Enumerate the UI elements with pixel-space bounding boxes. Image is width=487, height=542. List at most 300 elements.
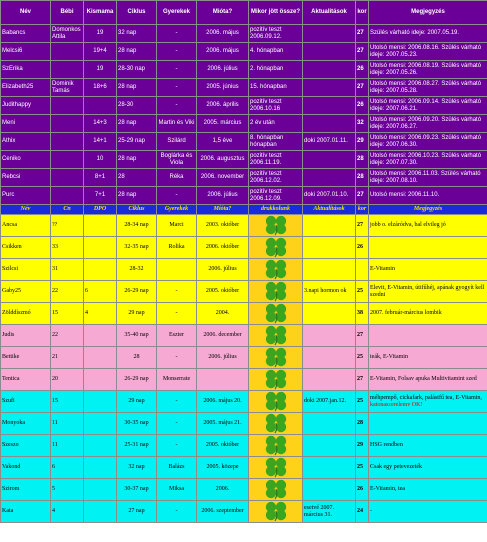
cell-megj: Utolsó mensi: 2006.09.20. Szülés várható ideje: 2007.06.27. bbox=[369, 115, 487, 133]
cell-nev: Szufi bbox=[1, 391, 51, 413]
cell-ciklus: 28-30 bbox=[117, 97, 157, 115]
top-header-cell: Ciklus bbox=[117, 1, 157, 25]
four-leaf-clover-icon bbox=[261, 391, 291, 412]
cell-gyerekek: Marci bbox=[157, 215, 197, 237]
cell-nev: Tentica bbox=[1, 369, 51, 391]
cell-gyerekek: Eszter bbox=[157, 325, 197, 347]
cell-aktual bbox=[303, 43, 356, 61]
note-highlight: katonaszerelemv OK! bbox=[370, 401, 423, 408]
bottom-header-cell: Név bbox=[1, 205, 51, 215]
drukkolunk-cell bbox=[249, 457, 303, 479]
cell-ciklus: 35-40 nap bbox=[117, 325, 157, 347]
cell-nev: Purc bbox=[1, 187, 51, 205]
bottom-header-cell: DPO bbox=[84, 205, 117, 215]
top-header-cell: Név bbox=[1, 1, 51, 25]
cell-miota: 2006. szeptember bbox=[197, 501, 249, 523]
cell-nev: Bettike bbox=[1, 347, 51, 369]
cell-miota: 2006. bbox=[197, 479, 249, 501]
pregnancy-row bbox=[1, 79, 487, 97]
cell-cn: 20 bbox=[51, 369, 84, 391]
cell-miota: 2005. október bbox=[197, 435, 249, 457]
ttc-row bbox=[1, 435, 487, 457]
four-leaf-clover-icon bbox=[261, 369, 291, 390]
cell-megj bbox=[369, 479, 487, 501]
top-header-cell: Kismama bbox=[84, 1, 117, 25]
cell-miota: 2003. október bbox=[197, 215, 249, 237]
cell-megj: Utolsó mensi: 2006.08.27. Szülés várható ideje: 2007.05.28. bbox=[369, 79, 487, 97]
cell-nev: Szeszo bbox=[1, 435, 51, 457]
note-text: E-Vitamin bbox=[370, 266, 395, 273]
note-text: 2007. február-március lombik bbox=[370, 310, 442, 317]
cell-nev: Athix bbox=[1, 133, 51, 151]
cell-cn: 15 bbox=[51, 303, 84, 325]
pregnancy-row bbox=[1, 115, 487, 133]
cell-aktual bbox=[303, 369, 356, 391]
bottom-header-cell: Cn bbox=[51, 205, 84, 215]
pregnancy-row bbox=[1, 25, 487, 43]
cell-kor: 25 bbox=[356, 457, 369, 479]
cell-ciklus: 25-29 nap bbox=[117, 133, 157, 151]
cell-kor: 28 bbox=[356, 413, 369, 435]
top-header-cell: Gyerekek bbox=[157, 1, 197, 25]
cell-mikor: pozitív teszt 2006.09.12. bbox=[249, 25, 303, 43]
cell-megj: Utolsó mensi: 2006.08.19. Szülés várható ideje: 2007.05.26. bbox=[369, 61, 487, 79]
cell-miota: 2006. december bbox=[197, 325, 249, 347]
drukkolunk-cell bbox=[249, 435, 303, 457]
cell-kor: 27 bbox=[356, 43, 369, 61]
cell-miota bbox=[197, 369, 249, 391]
drukkolunk-cell bbox=[249, 325, 303, 347]
cell-bebi: Dominik Tamás bbox=[51, 79, 84, 97]
drukkolunk-cell bbox=[249, 501, 303, 523]
drukkolunk-cell bbox=[249, 391, 303, 413]
cell-cn: 22 bbox=[51, 281, 84, 303]
cell-nev: Vakond bbox=[1, 457, 51, 479]
cell-ciklus: 32-35 nap bbox=[117, 237, 157, 259]
cell-bebi bbox=[51, 61, 84, 79]
cell-kor: 26 bbox=[356, 237, 369, 259]
note-text: jobb o. elzáródva, bal elvileg jó bbox=[370, 222, 446, 229]
note-text: Csak egy petevezeték bbox=[370, 464, 422, 471]
top-header-cell: Aktualitások bbox=[303, 1, 356, 25]
cell-ciklus: 28 nap bbox=[117, 115, 157, 133]
cell-nev: Meni bbox=[1, 115, 51, 133]
ttc-row bbox=[1, 237, 487, 259]
ttc-row bbox=[1, 347, 487, 369]
cell-nev: Rebcsi bbox=[1, 169, 51, 187]
cell-gyerekek: - bbox=[157, 43, 197, 61]
cell-megj bbox=[369, 391, 487, 413]
top-header-cell: Mikor jött össze? bbox=[249, 1, 303, 25]
cell-nev: Ancsa bbox=[1, 215, 51, 237]
cell-gyerekek: Miksa bbox=[157, 479, 197, 501]
cell-megj bbox=[369, 457, 487, 479]
cell-gyerekek bbox=[157, 259, 197, 281]
cell-megj bbox=[369, 215, 487, 237]
drukkolunk-cell bbox=[249, 259, 303, 281]
cell-mikor: 4. hónapban bbox=[249, 43, 303, 61]
cell-kor: 27 bbox=[356, 79, 369, 97]
cell-kismama: 10 bbox=[84, 151, 117, 169]
cell-cn: 33 bbox=[51, 237, 84, 259]
cell-mikor: pozitív teszt 2006.10.16 bbox=[249, 97, 303, 115]
cell-miota: 2006. október bbox=[197, 237, 249, 259]
cell-cn: 21 bbox=[51, 347, 84, 369]
four-leaf-clover-icon bbox=[261, 457, 291, 478]
cell-mikor: pozitív teszt 2006.12.02. bbox=[249, 169, 303, 187]
cell-kor: 26 bbox=[356, 61, 369, 79]
cell-dpo bbox=[84, 457, 117, 479]
cell-ciklus: 28-30 nap bbox=[117, 61, 157, 79]
cell-ciklus: 28 nap bbox=[117, 151, 157, 169]
cell-megj bbox=[369, 259, 487, 281]
cell-gyerekek: - bbox=[157, 435, 197, 457]
cell-kismama: 8+1 bbox=[84, 169, 117, 187]
cell-cn: 11 bbox=[51, 413, 84, 435]
four-leaf-clover-icon bbox=[261, 237, 291, 258]
cell-gyerekek: - bbox=[157, 391, 197, 413]
cell-dpo bbox=[84, 391, 117, 413]
cell-bebi bbox=[51, 169, 84, 187]
cell-megj: Szülés várható ideje: 2007.05.19. bbox=[369, 25, 487, 43]
pregnancy-row bbox=[1, 151, 487, 169]
cell-miota: 2005. március bbox=[197, 115, 249, 133]
cell-bebi bbox=[51, 133, 84, 151]
cell-gyerekek: - bbox=[157, 187, 197, 205]
cell-gyerekek: - bbox=[157, 25, 197, 43]
cell-miota: 2006. május 20. bbox=[197, 391, 249, 413]
top-header-cell: Mióta? bbox=[197, 1, 249, 25]
cell-nev: Csikken bbox=[1, 237, 51, 259]
cell-kor: 29 bbox=[356, 435, 369, 457]
top-header-cell: Bébi bbox=[51, 1, 84, 25]
four-leaf-clover-icon bbox=[261, 303, 291, 324]
cell-kor: 28 bbox=[356, 169, 369, 187]
cell-dpo bbox=[84, 413, 117, 435]
bottom-header-cell: drukkolunk bbox=[249, 205, 303, 215]
cell-gyerekek: Boglárka és Viola bbox=[157, 151, 197, 169]
cell-dpo: 4 bbox=[84, 303, 117, 325]
cell-dpo bbox=[84, 237, 117, 259]
cell-gyerekek: - bbox=[157, 413, 197, 435]
cell-gyerekek: Monserrate bbox=[157, 369, 197, 391]
cell-gyerekek: Réka bbox=[157, 169, 197, 187]
ttc-row bbox=[1, 479, 487, 501]
pregnancy-row bbox=[1, 187, 487, 205]
cell-aktual: 3.napi hormon ok bbox=[303, 281, 356, 303]
cell-kor: 27 bbox=[356, 369, 369, 391]
cell-aktual: doki 2007.01.10. bbox=[303, 187, 356, 205]
cell-aktual: doki 2007.01.11. bbox=[303, 133, 356, 151]
cell-gyerekek: - bbox=[157, 347, 197, 369]
cell-ciklus: 29 nap bbox=[117, 391, 157, 413]
ttc-row bbox=[1, 391, 487, 413]
ttc-row bbox=[1, 501, 487, 523]
cell-megj bbox=[369, 303, 487, 325]
drukkolunk-cell bbox=[249, 303, 303, 325]
cell-aktual bbox=[303, 169, 356, 187]
cell-dpo bbox=[84, 325, 117, 347]
ttc-row bbox=[1, 303, 487, 325]
cell-nev: Ceniko bbox=[1, 151, 51, 169]
cell-kismama: 14+1 bbox=[84, 133, 117, 151]
cell-miota: 2006. május bbox=[197, 43, 249, 61]
cell-kor: 27 bbox=[356, 215, 369, 237]
note-text: HSG rendben bbox=[370, 442, 403, 449]
bottom-header-cell: Gyerekek bbox=[157, 205, 197, 215]
cell-nev: Babancs bbox=[1, 25, 51, 43]
cell-kismama: 14+3 bbox=[84, 115, 117, 133]
note-text: méhpempő, cickafark, palástfű tea, E-Vitamin, bbox=[370, 395, 482, 401]
cell-megj bbox=[369, 325, 487, 347]
cell-nev: Monyoka bbox=[1, 413, 51, 435]
cell-gyerekek: Szilárd bbox=[157, 133, 197, 151]
cell-mikor: 2 év után bbox=[249, 115, 303, 133]
cell-aktual bbox=[303, 435, 356, 457]
cell-ciklus: 28-32 bbox=[117, 259, 157, 281]
cell-ciklus: 32 nap bbox=[117, 457, 157, 479]
cell-kor: 24 bbox=[356, 501, 369, 523]
cell-nev: Judithappy bbox=[1, 97, 51, 115]
ttc-row bbox=[1, 215, 487, 237]
four-leaf-clover-icon bbox=[261, 501, 291, 522]
cell-dpo bbox=[84, 435, 117, 457]
cell-aktual bbox=[303, 215, 356, 237]
cell-kor: 25 bbox=[356, 391, 369, 413]
cell-cn: 15 bbox=[51, 391, 84, 413]
bottom-header-cell: Ciklus bbox=[117, 205, 157, 215]
four-leaf-clover-icon bbox=[261, 325, 291, 346]
cell-miota: 2006. július bbox=[197, 187, 249, 205]
cell-dpo: 6 bbox=[84, 281, 117, 303]
cell-cn: 31 bbox=[51, 259, 84, 281]
cell-kor: 29 bbox=[356, 133, 369, 151]
four-leaf-clover-icon bbox=[261, 413, 291, 434]
cell-gyerekek: Balázs bbox=[157, 457, 197, 479]
cell-ciklus: 26-29 nap bbox=[117, 369, 157, 391]
cell-nev: Elizabeth25 bbox=[1, 79, 51, 97]
cell-megj: Utolsó mensi: 2006.10.23. Szülés várható ideje: 2007.07.30. bbox=[369, 151, 487, 169]
cell-megj bbox=[369, 281, 487, 303]
cell-kor: 25 bbox=[356, 281, 369, 303]
cell-gyerekek: - bbox=[157, 501, 197, 523]
ttc-row bbox=[1, 259, 487, 281]
cell-miota: 1,5 éve bbox=[197, 133, 249, 151]
cell-aktual: esetvé 2007. március 31. bbox=[303, 501, 356, 523]
cell-ciklus: 27 nap bbox=[117, 501, 157, 523]
cell-kor: 27 bbox=[356, 325, 369, 347]
cell-kismama bbox=[84, 97, 117, 115]
cell-gyerekek: - bbox=[157, 303, 197, 325]
cell-aktual bbox=[303, 151, 356, 169]
cell-nev: Zölddíszmó bbox=[1, 303, 51, 325]
cell-bebi bbox=[51, 97, 84, 115]
cell-ciklus: 32 nap bbox=[117, 25, 157, 43]
cell-nev: Kata bbox=[1, 501, 51, 523]
cell-ciklus: 28 bbox=[117, 347, 157, 369]
cell-aktual bbox=[303, 479, 356, 501]
cell-mikor: 8. hónapban hónapban bbox=[249, 133, 303, 151]
cell-ciklus: 28 nap bbox=[117, 79, 157, 97]
drukkolunk-cell bbox=[249, 237, 303, 259]
cell-cn: 4 bbox=[51, 501, 84, 523]
four-leaf-clover-icon bbox=[261, 347, 291, 368]
cell-miota: 2005. közepe bbox=[197, 457, 249, 479]
cell-aktual bbox=[303, 259, 356, 281]
bottom-header-cell: Mióta? bbox=[197, 205, 249, 215]
cell-miota: 2006. november bbox=[197, 169, 249, 187]
cell-kor: 38 bbox=[356, 303, 369, 325]
cell-gyerekek: - bbox=[157, 79, 197, 97]
cell-ciklus: 29 nap bbox=[117, 303, 157, 325]
cell-aktual: doki 2007.jan.12. bbox=[303, 391, 356, 413]
cell-megj: Utolsó mensi: 2006.11.03. Szülés várható ideje: 2007.08.10. bbox=[369, 169, 487, 187]
cell-kor: 28 bbox=[356, 151, 369, 169]
cell-kor: 27 bbox=[356, 25, 369, 43]
cell-megj: Utolsó mensi: 2006.09.23. Szülés várható ideje: 2007.06.30. bbox=[369, 133, 487, 151]
ttc-row bbox=[1, 281, 487, 303]
four-leaf-clover-icon bbox=[261, 281, 291, 302]
drukkolunk-cell bbox=[249, 215, 303, 237]
cell-miota: 2005. október bbox=[197, 281, 249, 303]
ttc-row bbox=[1, 413, 487, 435]
drukkolunk-cell bbox=[249, 347, 303, 369]
cell-miota: 2005. május 21. bbox=[197, 413, 249, 435]
cell-nev: Szirom bbox=[1, 479, 51, 501]
cell-dpo bbox=[84, 215, 117, 237]
cell-kismama: 18+6 bbox=[84, 79, 117, 97]
cell-bebi bbox=[51, 151, 84, 169]
drukkolunk-cell bbox=[249, 369, 303, 391]
cell-kor: 27 bbox=[356, 187, 369, 205]
drukkolunk-cell bbox=[249, 479, 303, 501]
four-leaf-clover-icon bbox=[261, 435, 291, 456]
cell-ciklus: 28-34 nap bbox=[117, 215, 157, 237]
cell-cn: 11 bbox=[51, 435, 84, 457]
ttc-row bbox=[1, 325, 487, 347]
cell-aktual bbox=[303, 303, 356, 325]
four-leaf-clover-icon bbox=[261, 479, 291, 500]
cell-ciklus: 25-31 nap bbox=[117, 435, 157, 457]
cell-dpo bbox=[84, 259, 117, 281]
cell-miota: 2006. július bbox=[197, 347, 249, 369]
cell-megj bbox=[369, 413, 487, 435]
cell-aktual bbox=[303, 61, 356, 79]
cell-dpo bbox=[84, 501, 117, 523]
cell-kismama: 19 bbox=[84, 25, 117, 43]
cell-miota: 2004. bbox=[197, 303, 249, 325]
cell-ciklus: 26-29 nap bbox=[117, 281, 157, 303]
four-leaf-clover-icon bbox=[261, 215, 291, 236]
cell-aktual bbox=[303, 115, 356, 133]
cell-bebi: Domonkos Attila bbox=[51, 25, 84, 43]
pregnancy-row bbox=[1, 97, 487, 115]
cell-cn: 5 bbox=[51, 479, 84, 501]
note-text: E-Vitamin, Folsav apuka Multivitamint szed bbox=[370, 376, 477, 383]
cell-ciklus: 30-35 nap bbox=[117, 413, 157, 435]
note-text: Elevit, E-Vitamin, útifűhéj, apának gyogyít kell szedni bbox=[370, 285, 485, 298]
ttc-row bbox=[1, 369, 487, 391]
cell-nev: Szilcsi bbox=[1, 259, 51, 281]
cell-miota: 2006. április bbox=[197, 97, 249, 115]
cell-dpo bbox=[84, 369, 117, 391]
cell-kor bbox=[356, 259, 369, 281]
cell-megj bbox=[369, 347, 487, 369]
bottom-header-cell: Megjegyzés bbox=[369, 205, 487, 215]
cell-kor: 26 bbox=[356, 97, 369, 115]
cell-ciklus: 30-37 nap bbox=[117, 479, 157, 501]
top-header-row bbox=[1, 1, 487, 25]
top-header-cell: kor bbox=[356, 1, 369, 25]
pregnancy-row bbox=[1, 43, 487, 61]
cell-aktual bbox=[303, 325, 356, 347]
cell-nev: SzErika bbox=[1, 61, 51, 79]
cell-gyerekek: Rolika bbox=[157, 237, 197, 259]
cell-aktual bbox=[303, 237, 356, 259]
cell-aktual bbox=[303, 79, 356, 97]
cell-megj bbox=[369, 237, 487, 259]
cell-miota: 2006. augusztus bbox=[197, 151, 249, 169]
bottom-header-row bbox=[1, 205, 487, 215]
cell-aktual bbox=[303, 413, 356, 435]
note-text: teák, E-Vitamin bbox=[370, 354, 408, 361]
cell-aktual bbox=[303, 97, 356, 115]
cell-dpo bbox=[84, 347, 117, 369]
cell-megj: Utolsó mensi: 2006.09.14. Szülés várható ideje: 2007.06.21. bbox=[369, 97, 487, 115]
cell-ciklus: 28 nap bbox=[117, 43, 157, 61]
cell-mikor: pozitív teszt 2006.11.19. bbox=[249, 151, 303, 169]
cell-kismama: 19 bbox=[84, 61, 117, 79]
cell-miota: 2006. július bbox=[197, 61, 249, 79]
pregnancy-row bbox=[1, 61, 487, 79]
drukkolunk-cell bbox=[249, 281, 303, 303]
cell-nev: Gaby25 bbox=[1, 281, 51, 303]
cell-bebi bbox=[51, 43, 84, 61]
pregnancy-row bbox=[1, 169, 487, 187]
cell-gyerekek: - bbox=[157, 281, 197, 303]
cell-kor: 25 bbox=[356, 347, 369, 369]
bottom-header-cell: Aktualitások bbox=[303, 205, 356, 215]
cell-gyerekek: Martin és Viki bbox=[157, 115, 197, 133]
cell-nev: Melcsi6 bbox=[1, 43, 51, 61]
cell-miota: 2006. július bbox=[197, 259, 249, 281]
cell-cn: 6 bbox=[51, 457, 84, 479]
cell-mikor: pozitív teszt 2006.12.09. bbox=[249, 187, 303, 205]
pregnancy-row bbox=[1, 133, 487, 151]
cell-aktual bbox=[303, 347, 356, 369]
cell-kor: 32 bbox=[356, 115, 369, 133]
cell-mikor: 15. hónapban bbox=[249, 79, 303, 97]
cell-megj: Utolsó mensi: 2006.11.10. bbox=[369, 187, 487, 205]
top-header-cell: Megjegyzés bbox=[369, 1, 487, 25]
ttc-row bbox=[1, 457, 487, 479]
cell-kismama: 19+4 bbox=[84, 43, 117, 61]
cell-megj: Utolsó mensi: 2006.08.16. Szülés várható ideje: 2007.05.23. bbox=[369, 43, 487, 61]
cell-aktual bbox=[303, 457, 356, 479]
cell-megj bbox=[369, 435, 487, 457]
cell-cn: ?? bbox=[51, 215, 84, 237]
cell-cn: 22 bbox=[51, 325, 84, 347]
cell-bebi bbox=[51, 115, 84, 133]
cell-miota: 2005. június bbox=[197, 79, 249, 97]
cell-kor: 26 bbox=[356, 479, 369, 501]
bottom-header-cell: kor bbox=[356, 205, 369, 215]
cell-miota: 2006. május bbox=[197, 25, 249, 43]
cell-kismama: 7+1 bbox=[84, 187, 117, 205]
cell-aktual bbox=[303, 25, 356, 43]
cell-bebi bbox=[51, 187, 84, 205]
drukkolunk-cell bbox=[249, 413, 303, 435]
